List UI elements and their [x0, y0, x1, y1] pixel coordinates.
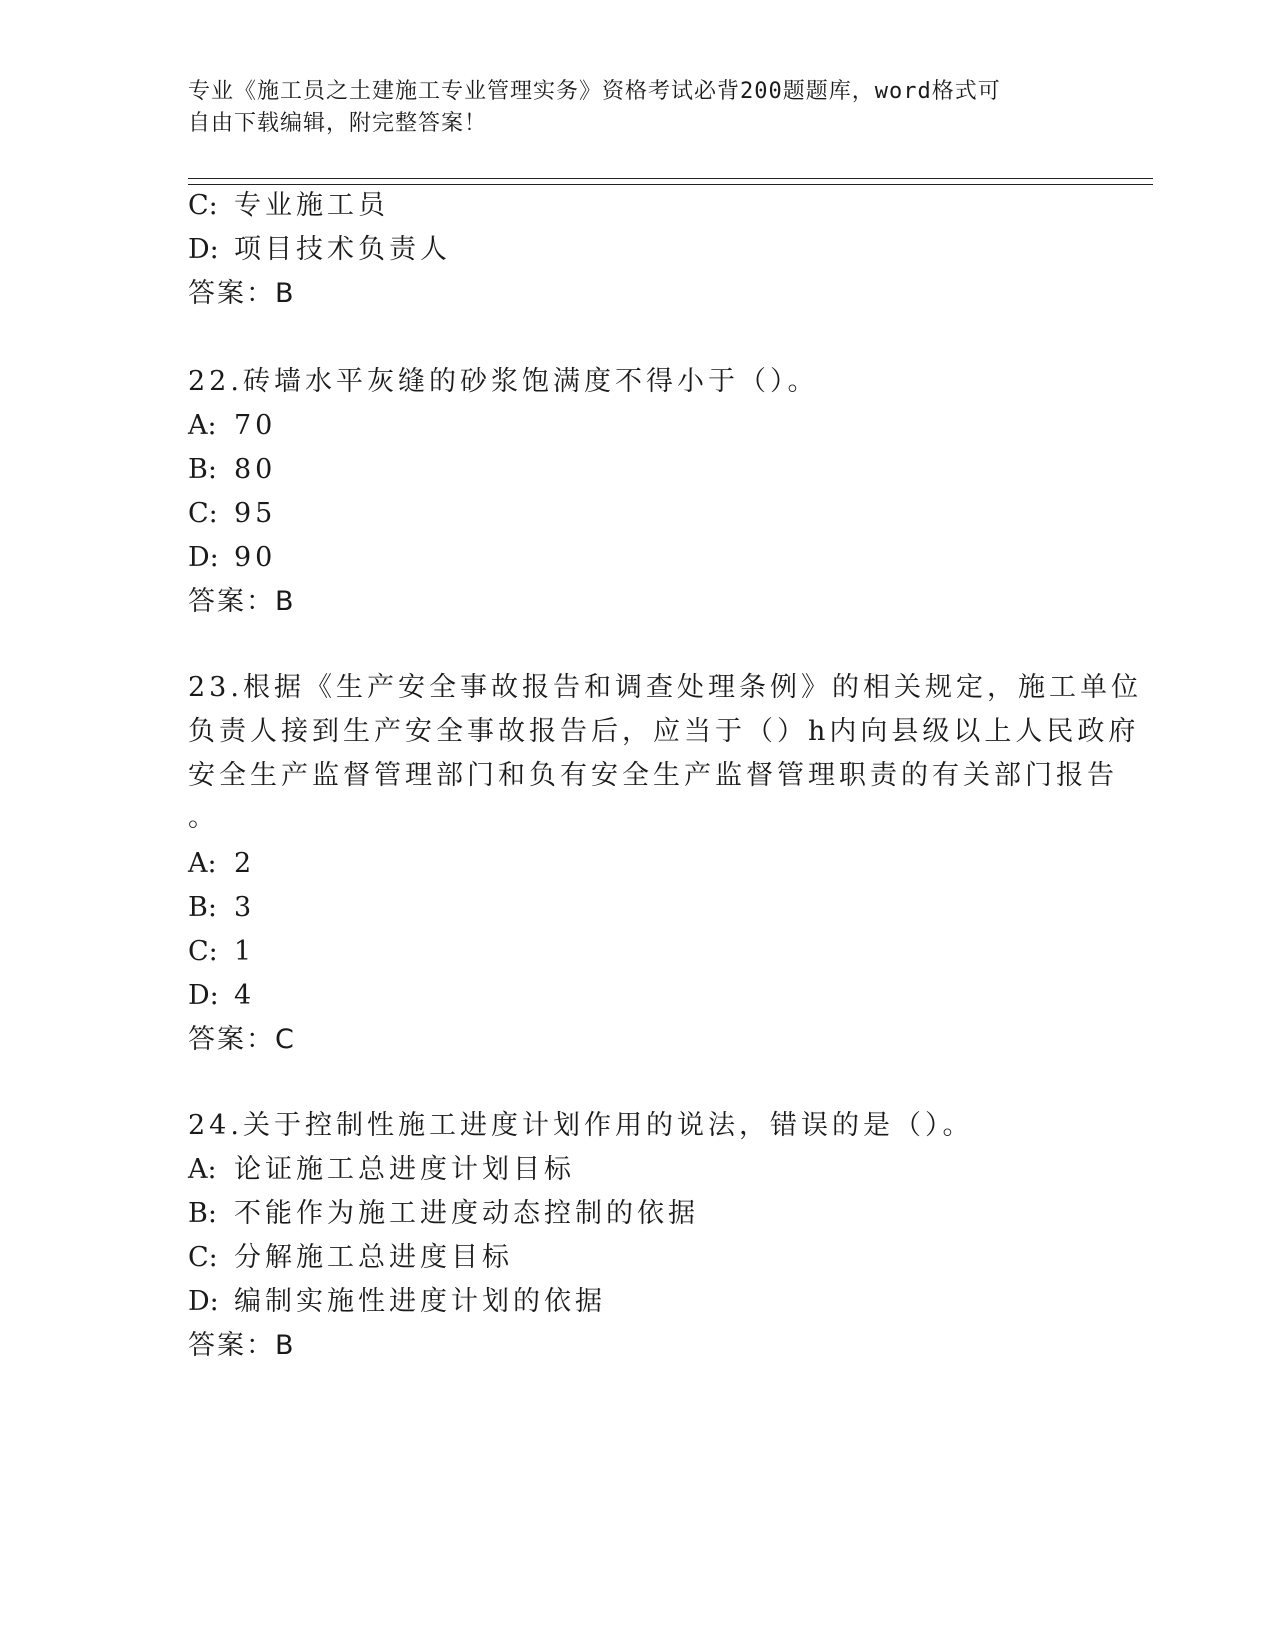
option-text: 80 [234, 454, 277, 485]
q23-option-a [188, 846, 255, 882]
q24-option-a [188, 1152, 575, 1188]
option-text: 分解施工总进度目标 [234, 1242, 513, 1273]
document-header [188, 76, 1088, 140]
option-text: 项目技术负责人 [234, 234, 451, 265]
q23-option-b [188, 890, 255, 926]
q22-answer: 答案：B [188, 586, 296, 617]
q23-answer: 答案：C [188, 1024, 296, 1055]
q22-option-c [188, 496, 276, 532]
option-text: 3 [234, 892, 256, 923]
q24-stem: 24.关于控制性施工进度计划作用的说法，错误的是（）。 [188, 1110, 974, 1141]
q23-stem-line-2: 负责人接到生产安全事故报告后，应当于（）h内向县级以上人民政府 [188, 716, 1140, 747]
option-label: B: [188, 454, 217, 485]
option-label: B: [188, 892, 217, 923]
q23-stem-line-1: 23.根据《生产安全事故报告和调查处理条例》的相关规定，施工单位 [188, 672, 1142, 703]
option-text: 70 [234, 410, 277, 441]
q24-answer: 答案：B [188, 1330, 296, 1361]
q24-option-d [188, 1284, 606, 1320]
option-label: A: [188, 848, 217, 879]
header-divider-bottom [188, 184, 1153, 185]
option-text: 90 [234, 542, 277, 573]
q21-option-c [188, 188, 389, 224]
option-text: 95 [234, 498, 277, 529]
option-label: D: [188, 234, 219, 265]
option-text: 2 [234, 848, 256, 879]
option-label: C: [188, 1242, 218, 1273]
option-label: A: [188, 410, 217, 441]
q21-option-d [188, 232, 451, 268]
option-label: B: [188, 1198, 217, 1229]
option-text: 专业施工员 [234, 190, 389, 221]
option-label: D: [188, 542, 219, 573]
q23-option-d [188, 978, 255, 1014]
option-label: D: [188, 1286, 219, 1317]
q22-option-b [188, 452, 276, 488]
header-title-line-1: 专业《施工员之土建施工专业管理实务》资格考试必背200题题库，word格式可 [188, 79, 1001, 104]
header-divider-top [188, 178, 1153, 179]
option-label: D: [188, 980, 219, 1011]
option-label: A: [188, 1154, 217, 1185]
q24-option-c [188, 1240, 513, 1276]
q21-answer: 答案：B [188, 278, 296, 309]
option-text: 4 [234, 980, 256, 1011]
q23-stem-line-4: 。 [188, 802, 219, 833]
option-text: 编制实施性进度计划的依据 [234, 1286, 606, 1317]
option-label: C: [188, 190, 218, 221]
option-text: 不能作为施工进度动态控制的依据 [234, 1198, 699, 1229]
q23-option-c [188, 934, 255, 970]
q22-option-d [188, 540, 276, 576]
option-label: C: [188, 936, 218, 967]
q22-option-a [188, 408, 276, 444]
option-text: 论证施工总进度计划目标 [234, 1154, 575, 1185]
option-label: C: [188, 498, 218, 529]
header-title-line-2: 自由下载编辑，附完整答案！ [188, 111, 488, 136]
q22-stem: 22.砖墙水平灰缝的砂浆饱满度不得小于（）。 [188, 366, 819, 397]
q23-stem-line-3: 安全生产监督管理部门和负有安全生产监督管理职责的有关部门报告 [188, 760, 1118, 791]
q24-option-b [188, 1196, 699, 1232]
option-text: 1 [234, 936, 256, 967]
